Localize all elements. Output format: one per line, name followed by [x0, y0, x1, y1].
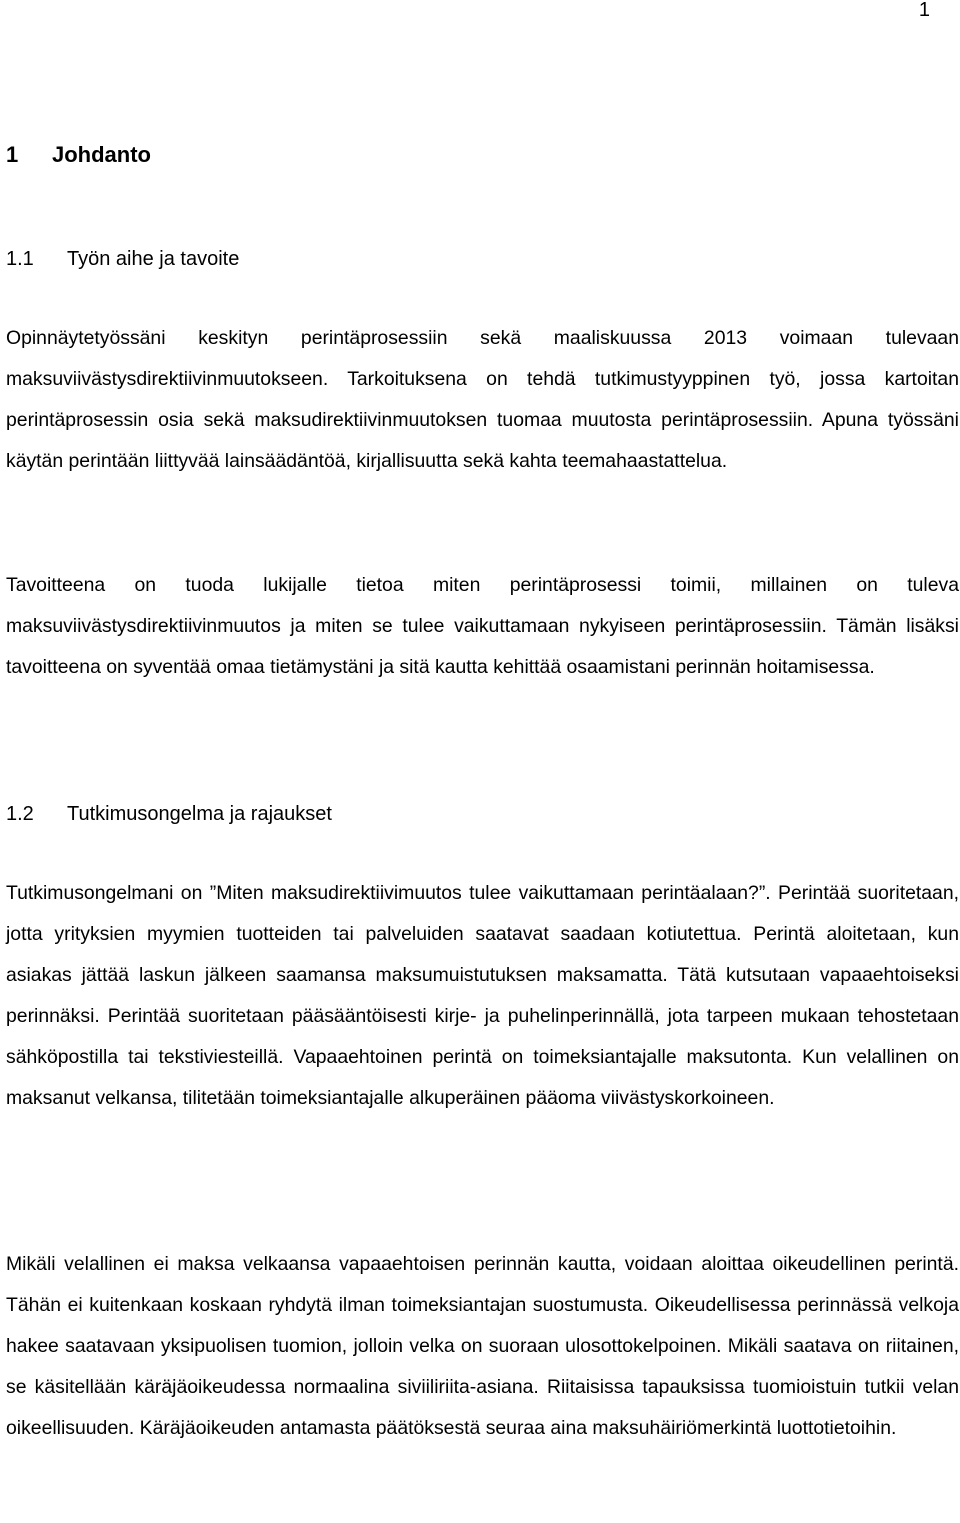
section-heading	[6, 801, 332, 827]
section-heading	[6, 246, 239, 272]
paragraph: Mikäli velallinen ei maksa velkaansa vapaaehtoisen perinnän kautta, voidaan aloittaa oikeudellinen perintä. Tähän ei kuitenkaan koskaan ryhdytä ilman toimeksiantajan suostumusta. Oikeudellisessa perinnässä velkoja hakee saatavaan yksipuolisen tuomion, jolloin velka on suoraan ulosottokelpoinen. Mikäli saatava on riitainen, se käsitellään käräjäoikeudessa normaalina siviiliriita-asiana. Riitaisissa tapauksissa tuomioistuin tutkii velan oikeellisuuden. Käräjäoikeuden antamasta päätöksestä seuraa aina maksuhäiriömerkintä luottotietoihin.	[6, 1253, 959, 1439]
section-title: Tutkimusongelma ja rajaukset	[67, 803, 332, 825]
section-number: 1.1	[6, 248, 34, 270]
page-number: 1	[918, 0, 930, 21]
paragraph: Tavoitteena on tuoda lukijalle tietoa miten perintäprosessi toimii, millainen on tuleva maksuviivästysdirektiivinmuutos ja miten se tulee vaikuttamaan nykyiseen perintäprosessiin. Tämän lisäksi tavoitteena on syventää omaa tietämystäni ja sitä kautta kehittää osaamistani perinnän hoitamisessa.	[6, 574, 959, 678]
chapter-number: 1	[6, 142, 19, 167]
section-title: Työn aihe ja tavoite	[67, 248, 240, 270]
chapter-heading	[6, 141, 151, 169]
section-number: 1.2	[6, 803, 34, 825]
paragraph: Tutkimusongelmani on ”Miten maksudirektiivimuutos tulee vaikuttamaan perintäalaan?”. Perintää suoritetaan, jotta yrityksien myymien tuotteiden tai palveluiden saatavat saadaan kotiutettua. Perintä aloitetaan, kun asiakas jättää laskun jälkeen saamansa maksumuistutuksen maksamatta. Tätä kutsutaan vapaaehtoiseksi perinnäksi. Perintää suoritetaan pääsääntöisesti kirje- ja puhelinperinnällä, jota tarpeen mukaan tehostetaan sähköpostilla tai tekstiviesteillä. Vapaaehtoinen perintä on toimeksiantajalle maksutonta. Kun velallinen on maksanut velkansa, tilitetään toimeksiantajalle alkuperäinen pääoma viivästyskorkoineen.	[6, 882, 959, 1109]
chapter-title: Johdanto	[52, 142, 151, 167]
paragraph: Opinnäytetyössäni keskityn perintäprosessiin sekä maaliskuussa 2013 voimaan tulevaan maksuviivästysdirektiivinmuutokseen. Tarkoituksena on tehdä tutkimustyyppinen työ, jossa kartoitan perintäprosessin osia sekä maksudirektiivinmuutoksen tuomaa muutosta perintäprosessiin. Apuna työssäni käytän perintään liittyvää lainsäädäntöä, kirjallisuutta sekä kahta teemahaastattelua.	[6, 327, 959, 472]
